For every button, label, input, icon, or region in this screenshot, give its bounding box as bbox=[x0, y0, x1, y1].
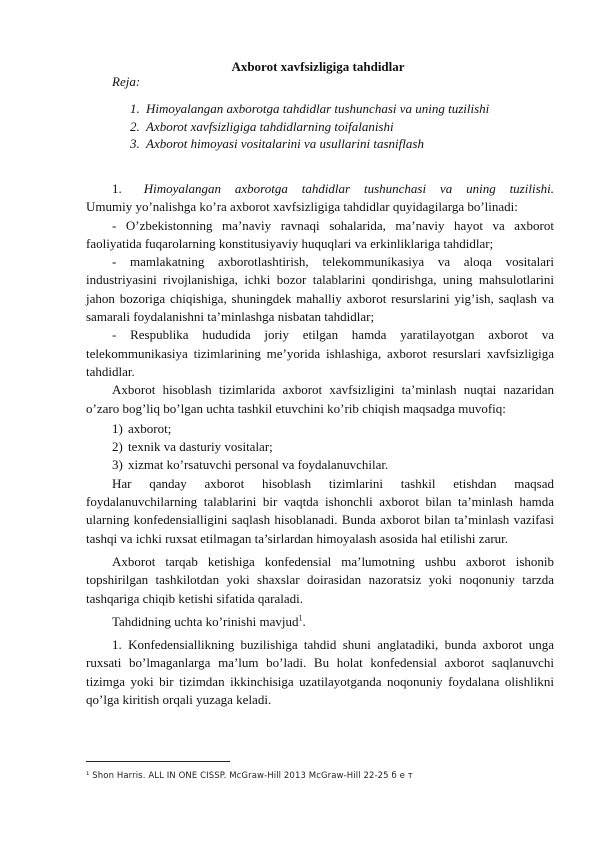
list-item: 1) axborot; bbox=[112, 420, 172, 436]
section-lead: Umumiy yo’nalishga ko’ra axborot xavfsizligiga tahdidlar quyidagilarga bo’linadi: bbox=[86, 199, 518, 215]
paragraph: - O’zbekistonning ma’naviy ravnaqi sohalarida, ma’naviy hayot va axborot faoliyatida fuqarolarning konstitusiyaviy huquqlari va erkinliklariga tahdidlar; bbox=[86, 217, 554, 251]
paragraph: 1. Konfedensiallikning buzilishiga tahdid shuni anglatadiki, bunda axborot unga ruxsati bo’lmaganlarga ma’lum bo’ladi. Bu holat konfedensial axborot saqlanuvchi tizimga yoki bir tizimdan ikkinchisiga uzatilayotganda noqonuniy foydalana olishlikni qo’lga kiritish orqali yuzaga keladi. bbox=[86, 637, 554, 708]
plan-list bbox=[130, 100, 489, 153]
plan-item: 2. Axborot xavfsizligiga tahdidlarning toifalanishi bbox=[130, 118, 394, 134]
paragraph: Tahdidning uchta ko’rinishi mavjud$^1$. bbox=[112, 613, 306, 629]
footnote-ref: 1 bbox=[298, 613, 303, 623]
footnote: ¹ Shon Harris. ALL IN ONE CISSP. McGraw-Hill 2013 McGraw-Hill 22-25 б е т bbox=[86, 771, 413, 781]
paragraph: Har qanday axborot hisoblash tizimlarini tashkil etishdan maqsad foydalanuvchilarning talablarini bir vaqtda ishonchli axborot bilan ta’minlash hamda ularning konfedensialligini saqlash hisoblanadi. Bunda axborot bilan ta’minlash vazifasi tashqi va ichki ruxsat etilmagan ta’sirlardan himoyalash asosida hal etilishi zarur. bbox=[86, 475, 554, 546]
plan-item: 3. Axborot himoyasi vositalarini va usullarini tasniflash bbox=[130, 136, 424, 152]
plan-item: 1. Himoyalangan axborotga tahdidlar tushunchasi va uning tuzilishi bbox=[130, 101, 490, 116]
footnote-divider bbox=[86, 761, 230, 762]
list-item: 2) texnik va dasturiy vositalar; bbox=[112, 439, 273, 455]
components-list bbox=[86, 420, 554, 475]
paragraph: - Respublika hududida joriy etilgan hamda yaratilayotgan axborot va telekommunikasiya tizimlarining me’yorida ishlashiga, axborot resurslari xavfsizligiga tahdidlar. bbox=[86, 327, 554, 379]
section-heading: 1. Himoyalangan axborotga tahdidlar tushunchasi va uning tuzilishi. bbox=[112, 181, 554, 196]
plan-label: Reja: bbox=[112, 74, 141, 89]
list-item: 3) xizmat ko’rsatuvchi personal va foydalanuvchilar. bbox=[112, 457, 389, 473]
paragraph: - mamlakatning axborotlashtirish, telekommunikasiya va aloqa vositalari industriyasini rivojlanishiga, ichki bozor talablarini qondirishga, uning mahsulotlarini jahon bozoriga chiqishiga, shuningdek mahalliy axborot resurslarini yig’ish, saqlash va samarali foydalanishni ta’minlashga nisbatan tahdidlar; bbox=[86, 254, 554, 325]
document-title: Axborot xavfsizligiga tahdidlar bbox=[231, 59, 405, 74]
paragraph: Axborot tarqab ketishiga konfedensial ma’lumotning ushbu axborot ishonib topshirilgan tashkilotdan yoki shaxslar doirasidan nazoratsiz yoki noqonuniy tarzda tashqariga chiqib ketishi sifatida qaraladi. bbox=[86, 553, 554, 606]
main-text bbox=[86, 180, 554, 709]
paragraph: Axborot hisoblash tizimlarida axborot xavfsizligini ta’minlash nuqtai nazaridan o’zaro bog’liq bo’lgan uchta tashkil etuvchini ko’rib chiqish maqsadga muvofiq: bbox=[86, 382, 554, 416]
